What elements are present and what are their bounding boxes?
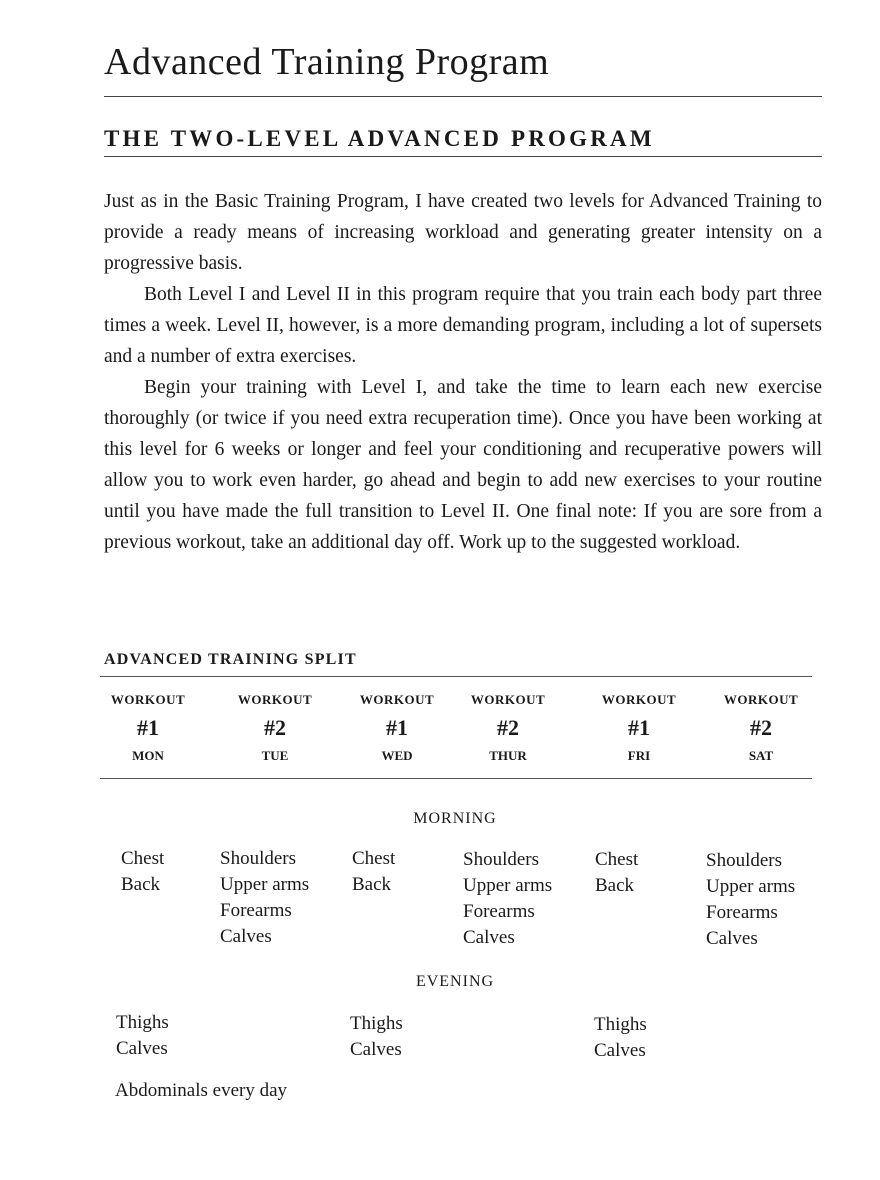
workout-number: #1 bbox=[628, 715, 650, 740]
day-label: FRI bbox=[627, 748, 651, 763]
body-part: Calves bbox=[220, 926, 272, 947]
title-rule bbox=[104, 96, 822, 97]
body-part: Back bbox=[121, 874, 161, 895]
day-label: THUR bbox=[489, 748, 527, 763]
body-part: Forearms bbox=[706, 902, 778, 923]
evening-cell-mon bbox=[116, 1010, 169, 1062]
workout-label: WORKOUT bbox=[601, 692, 677, 707]
column-header-fri bbox=[579, 690, 699, 766]
body-part: Shoulders bbox=[463, 849, 539, 870]
workout-number: #1 bbox=[386, 715, 408, 740]
body-text bbox=[104, 186, 822, 558]
body-part: Calves bbox=[706, 928, 758, 949]
workout-label: WORKOUT bbox=[110, 692, 186, 707]
morning-cell-thur bbox=[463, 847, 552, 951]
body-part: Thighs bbox=[594, 1014, 647, 1035]
body-part: Shoulders bbox=[220, 848, 296, 869]
body-part: Forearms bbox=[220, 900, 292, 921]
body-part: Calves bbox=[594, 1040, 646, 1061]
body-part: Back bbox=[352, 874, 392, 895]
workout-number: #1 bbox=[137, 715, 159, 740]
body-part: Calves bbox=[116, 1038, 168, 1059]
column-header-mon bbox=[88, 690, 208, 766]
column-header-sat bbox=[701, 690, 821, 766]
section-heading: THE TWO-LEVEL ADVANCED PROGRAM bbox=[104, 126, 655, 151]
column-header-tue bbox=[215, 690, 335, 766]
body-part: Chest bbox=[595, 849, 639, 870]
workout-number: #2 bbox=[497, 715, 519, 740]
body-part: Forearms bbox=[463, 901, 535, 922]
body-part: Calves bbox=[463, 927, 515, 948]
workout-number: #2 bbox=[264, 715, 286, 740]
section-rule bbox=[104, 156, 822, 157]
morning-label: MORNING bbox=[413, 810, 497, 827]
morning-cell-fri bbox=[595, 847, 638, 899]
evening-cell-wed bbox=[350, 1011, 403, 1063]
workout-label: WORKOUT bbox=[723, 692, 799, 707]
body-part: Chest bbox=[352, 848, 396, 869]
morning-cell-mon bbox=[121, 846, 164, 898]
morning-cell-wed bbox=[352, 846, 395, 898]
column-header-wed bbox=[337, 690, 457, 766]
page-title: Advanced Training Program bbox=[104, 41, 550, 83]
paragraph: Begin your training with Level I, and take the time to learn each new exercise thoroughly (or twice if you need extra recuperation time). Once you have been working at this level for 6 weeks or longer and feel your conditioning and recuperative powers will allow you to work even harder, go ahead and begin to add new exercises to your routine until you have made the full transition to Level II. One final note: If you are sore from a previous workout, take an additional day off. Work up to the suggested workload. bbox=[104, 377, 822, 553]
workout-number: #2 bbox=[750, 715, 772, 740]
body-part: Upper arms bbox=[463, 875, 553, 896]
day-label: TUE bbox=[261, 748, 289, 763]
morning-cell-tue bbox=[220, 846, 309, 950]
body-part: Upper arms bbox=[706, 876, 796, 897]
day-label: MON bbox=[132, 748, 164, 763]
split-table-title: ADVANCED TRAINING SPLIT bbox=[104, 651, 357, 668]
body-part: Shoulders bbox=[706, 850, 782, 871]
body-part: Upper arms bbox=[220, 874, 310, 895]
evening-label: EVENING bbox=[415, 973, 495, 990]
body-part: Thighs bbox=[116, 1012, 169, 1033]
body-part: Thighs bbox=[350, 1013, 403, 1034]
column-header-thur bbox=[448, 690, 568, 766]
body-part: Chest bbox=[121, 848, 165, 869]
paragraph: Both Level I and Level II in this program require that you train each body part three times a week. Level II, however, is a more demanding program, including a lot of supersets and a number of extra exercises. bbox=[104, 284, 822, 367]
abdominals-note: Abdominals every day bbox=[115, 1080, 288, 1101]
split-table-header-rule bbox=[100, 778, 812, 779]
body-part: Back bbox=[595, 875, 635, 896]
evening-cell-fri bbox=[594, 1012, 647, 1064]
morning-cell-sat bbox=[706, 848, 795, 952]
body-part: Calves bbox=[350, 1039, 402, 1060]
workout-label: WORKOUT bbox=[359, 692, 435, 707]
workout-label: WORKOUT bbox=[237, 692, 313, 707]
day-label: WED bbox=[381, 748, 413, 763]
paragraph: Just as in the Basic Training Program, I have created two levels for Advanced Training to provide a ready means of increasing workload and generating greater intensity on a progressive basis. bbox=[104, 191, 822, 274]
split-table-top-rule bbox=[100, 676, 812, 677]
workout-label: WORKOUT bbox=[470, 692, 546, 707]
day-label: SAT bbox=[748, 748, 774, 763]
